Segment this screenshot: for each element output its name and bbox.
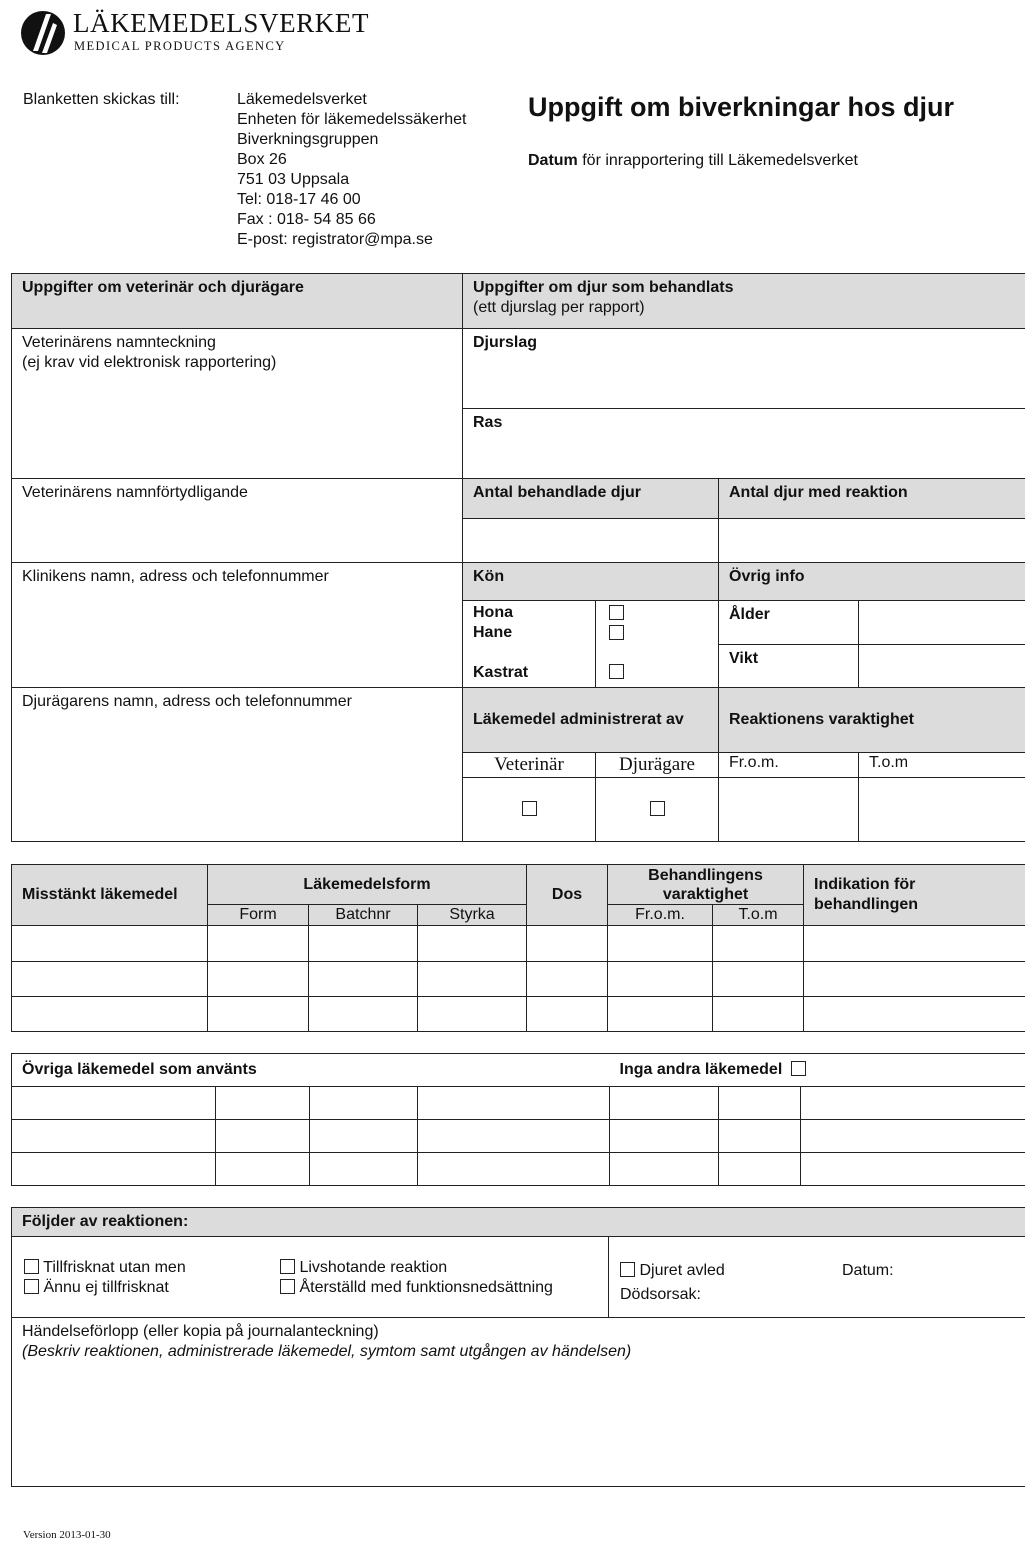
table-cell[interactable]	[309, 997, 418, 1032]
vet-name-clarification-field[interactable]	[12, 479, 463, 563]
vet-name-clarification-label: Veterinärens namnförtydligande	[22, 484, 248, 501]
breed-label: Ras	[473, 414, 503, 431]
table-cell[interactable]	[713, 997, 804, 1032]
administered-by-label: Läkemedel administrerat av	[473, 711, 684, 728]
treated-count-input[interactable]	[463, 519, 719, 563]
drug-form-group-header	[208, 865, 527, 905]
age-label-cell	[719, 601, 859, 645]
reaction-duration-label: Reaktionens varaktighet	[729, 711, 914, 728]
table-cell[interactable]	[12, 1153, 216, 1186]
sex-options	[463, 601, 596, 688]
table-cell[interactable]	[12, 926, 208, 962]
table-cell[interactable]	[801, 1087, 1025, 1120]
batch-label: Batchnr	[335, 906, 391, 923]
animal-header-sub: (ett djurslag per rapport)	[473, 299, 645, 316]
report-date-label	[528, 151, 858, 171]
reaction-to-input[interactable]	[859, 778, 1025, 842]
life-threatening-option[interactable]	[280, 1258, 447, 1278]
agency-subtitle: MEDICAL PRODUCTS AGENCY	[74, 39, 286, 53]
other-drugs-table	[11, 1053, 1025, 1186]
restored-impairment-label: Återställd med funktionsnedsättning	[299, 1279, 553, 1296]
dose-label: Dos	[551, 886, 583, 903]
table-cell[interactable]	[719, 1120, 801, 1153]
table-cell[interactable]	[804, 926, 1025, 962]
veterinarian-label: Veterinär	[494, 754, 564, 775]
vet-signature-field[interactable]	[12, 329, 463, 479]
address-line: E-post: registrator@mpa.se	[237, 231, 433, 248]
male-checkbox[interactable]	[609, 625, 624, 640]
table-cell[interactable]	[418, 1120, 610, 1153]
strength-label: Styrka	[449, 906, 495, 923]
animal-died-option[interactable]	[620, 1261, 725, 1281]
form-label: Form	[239, 906, 277, 923]
table-cell[interactable]	[608, 997, 713, 1032]
animal-owner-checkbox[interactable]	[650, 801, 665, 816]
vet-animal-table	[11, 273, 1025, 842]
treatment-to-label: T.o.m	[738, 906, 778, 923]
table-cell[interactable]	[608, 926, 713, 962]
table-row	[12, 1120, 1025, 1153]
age-label: Ålder	[729, 606, 770, 623]
female-label: Hona	[473, 604, 513, 621]
address-line: Enheten för läkemedelssäkerhet	[237, 111, 467, 128]
owner-field[interactable]	[12, 688, 463, 842]
table-cell[interactable]	[208, 997, 309, 1032]
restored-impairment-option[interactable]	[280, 1278, 553, 1298]
sex-checkboxes	[596, 601, 719, 688]
table-cell[interactable]	[418, 997, 527, 1032]
reaction-to-header	[859, 753, 1025, 778]
table-cell[interactable]	[12, 1087, 216, 1120]
dose-header	[527, 865, 608, 926]
reaction-count-header	[719, 479, 1025, 519]
reaction-count-input[interactable]	[719, 519, 1025, 563]
veterinarian-option	[463, 753, 596, 778]
other-info-label: Övrig info	[729, 568, 805, 585]
age-input[interactable]	[859, 601, 1025, 645]
table-cell[interactable]	[713, 926, 804, 962]
table-cell[interactable]	[527, 926, 608, 962]
table-cell[interactable]	[12, 1120, 216, 1153]
not-recovered-checkbox[interactable]	[24, 1279, 39, 1294]
address-line: Box 26	[237, 151, 287, 168]
sex-header	[463, 563, 719, 601]
send-to-label: Blanketten skickas till:	[23, 91, 180, 108]
recovered-option[interactable]	[24, 1258, 186, 1278]
not-recovered-label: Ännu ej tillfrisknat	[43, 1279, 169, 1296]
suspected-drug-header	[12, 865, 208, 926]
table-cell[interactable]	[610, 1153, 719, 1186]
table-cell[interactable]	[12, 997, 208, 1032]
table-cell[interactable]	[12, 962, 208, 997]
treatment-duration-label: Behandlingens varaktighet	[648, 866, 763, 903]
suspected-drug-label: Misstänkt läkemedel	[22, 886, 178, 903]
version-label: Version 2013-01-30	[23, 1529, 111, 1541]
table-cell[interactable]	[527, 962, 608, 997]
consequences-header	[12, 1208, 1025, 1237]
table-cell[interactable]	[309, 926, 418, 962]
animal-owner-checkbox-cell	[596, 778, 719, 842]
reaction-to-label: T.o.m	[869, 754, 909, 771]
form-title: Uppgift om biverkningar hos djur	[528, 92, 955, 122]
table-cell[interactable]	[719, 1153, 801, 1186]
reaction-duration-header	[719, 688, 1025, 753]
restored-impairment-checkbox[interactable]	[280, 1279, 295, 1294]
table-cell[interactable]	[713, 962, 804, 997]
table-cell[interactable]	[804, 962, 1025, 997]
species-field[interactable]	[463, 329, 1025, 409]
form-header	[208, 905, 309, 926]
no-other-drugs-option	[610, 1054, 1025, 1087]
table-row	[12, 997, 1025, 1032]
not-recovered-option[interactable]	[24, 1278, 169, 1298]
table-cell[interactable]	[801, 1153, 1025, 1186]
table-cell[interactable]	[418, 926, 527, 962]
table-cell[interactable]	[527, 997, 608, 1032]
treatment-to-header	[713, 905, 804, 926]
other-info-header	[719, 563, 1025, 601]
drug-form-group-label: Läkemedelsform	[303, 875, 431, 893]
no-other-drugs-label: Inga andra läkemedel	[619, 1061, 783, 1078]
neutered-checkbox[interactable]	[609, 664, 624, 679]
table-cell[interactable]	[216, 1153, 310, 1186]
course-of-events-field[interactable]	[12, 1318, 1025, 1487]
weight-label-cell	[719, 645, 859, 688]
treatment-from-label: Fr.o.m.	[635, 906, 685, 923]
vet-owner-section-header	[12, 274, 463, 329]
table-cell[interactable]	[310, 1087, 418, 1120]
veterinarian-checkbox[interactable]	[522, 801, 537, 816]
animal-header-text: Uppgifter om djur som behandlats	[473, 279, 734, 296]
reaction-from-header	[719, 753, 859, 778]
report-date-rest: för inrapportering till Läkemedelsverket	[577, 152, 858, 169]
neutered-label: Kastrat	[473, 664, 529, 681]
table-cell[interactable]	[804, 997, 1025, 1032]
table-cell[interactable]	[801, 1120, 1025, 1153]
treated-count-header	[463, 479, 719, 519]
species-label: Djurslag	[473, 334, 538, 351]
female-checkbox[interactable]	[609, 605, 624, 620]
treatment-duration-header	[608, 865, 804, 905]
treated-count-label: Antal behandlade djur	[473, 484, 642, 501]
table-cell[interactable]	[610, 1120, 719, 1153]
reaction-count-label: Antal djur med reaktion	[729, 484, 908, 501]
table-cell[interactable]	[208, 962, 309, 997]
suspected-drug-table	[11, 864, 1025, 1032]
course-of-events-label: Händelseförlopp (eller kopia på journalanteckning)	[22, 1323, 379, 1340]
course-of-events-hint: (Beskriv reaktionen, administrerade läkemedel, symtom samt utgången av händelsen)	[22, 1343, 632, 1360]
address-line: Läkemedelsverket	[237, 91, 367, 108]
table-cell[interactable]	[610, 1087, 719, 1120]
strength-header	[418, 905, 527, 926]
address-line: Biverkningsgruppen	[237, 131, 379, 148]
table-cell[interactable]	[216, 1120, 310, 1153]
cause-of-death-label: Dödsorsak:	[620, 1286, 701, 1303]
recovered-label: Tillfrisknat utan men	[43, 1259, 186, 1276]
male-label: Hane	[473, 624, 513, 641]
table-cell[interactable]	[719, 1087, 801, 1120]
report-date-bold: Datum	[528, 152, 578, 169]
other-drugs-label: Övriga läkemedel som använts	[22, 1061, 257, 1078]
table-cell[interactable]	[418, 1087, 610, 1120]
agency-name: LÄKEMEDELSVERKET	[73, 8, 370, 38]
table-cell[interactable]	[208, 926, 309, 962]
owner-label: Djurägarens namn, adress och telefonnummer	[22, 693, 352, 710]
table-cell[interactable]	[310, 1153, 418, 1186]
recovered-checkbox[interactable]	[24, 1259, 39, 1274]
table-cell[interactable]	[216, 1087, 310, 1120]
animal-died-label: Djuret avled	[639, 1262, 725, 1279]
table-row	[12, 962, 1025, 997]
table-cell[interactable]	[418, 1153, 610, 1186]
death-options	[609, 1237, 1025, 1318]
postal-address	[237, 90, 466, 250]
treatment-from-header	[608, 905, 713, 926]
clinic-field[interactable]	[12, 563, 463, 688]
animal-owner-option	[596, 753, 719, 778]
reaction-from-input[interactable]	[719, 778, 859, 842]
address-line: Fax : 018- 54 85 66	[237, 211, 376, 228]
death-date-label: Datum:	[842, 1262, 894, 1279]
other-drugs-header	[12, 1054, 610, 1087]
indication-header	[804, 865, 1025, 926]
table-cell[interactable]	[418, 962, 527, 997]
weight-label: Vikt	[729, 650, 759, 668]
address-line: Tel: 018-17 46 00	[237, 191, 361, 208]
consequences-label: Följder av reaktionen:	[22, 1213, 189, 1230]
no-other-drugs-checkbox[interactable]	[791, 1061, 806, 1076]
sex-label: Kön	[473, 568, 505, 585]
vet-signature-sub: (ej krav vid elektronisk rapportering)	[22, 354, 277, 371]
vet-signature-label: Veterinärens namnteckning	[22, 334, 216, 351]
indication-label: Indikation för behandlingen	[814, 876, 919, 913]
consequences-table	[11, 1207, 1025, 1487]
table-row	[12, 1153, 1025, 1186]
address-line: 751 03 Uppsala	[237, 171, 350, 188]
animal-owner-label: Djurägare	[619, 754, 695, 775]
batch-header	[309, 905, 418, 926]
animal-section-header	[463, 274, 1025, 329]
administered-by-header	[463, 688, 719, 753]
veterinarian-checkbox-cell	[463, 778, 596, 842]
outcome-options	[12, 1237, 609, 1318]
breed-field[interactable]	[463, 409, 1025, 479]
reaction-from-label: Fr.o.m.	[729, 754, 779, 771]
table-cell[interactable]	[310, 1120, 418, 1153]
life-threatening-label: Livshotande reaktion	[299, 1259, 448, 1276]
agency-logo-icon	[20, 9, 66, 57]
clinic-label: Klinikens namn, adress och telefonnummer	[22, 568, 329, 585]
table-row	[12, 926, 1025, 962]
weight-input[interactable]	[859, 645, 1025, 688]
life-threatening-checkbox[interactable]	[280, 1259, 295, 1274]
animal-died-checkbox[interactable]	[620, 1262, 635, 1277]
table-cell[interactable]	[608, 962, 713, 997]
vet-owner-header-text: Uppgifter om veterinär och djurägare	[22, 279, 304, 296]
table-row	[12, 1087, 1025, 1120]
table-cell[interactable]	[309, 962, 418, 997]
